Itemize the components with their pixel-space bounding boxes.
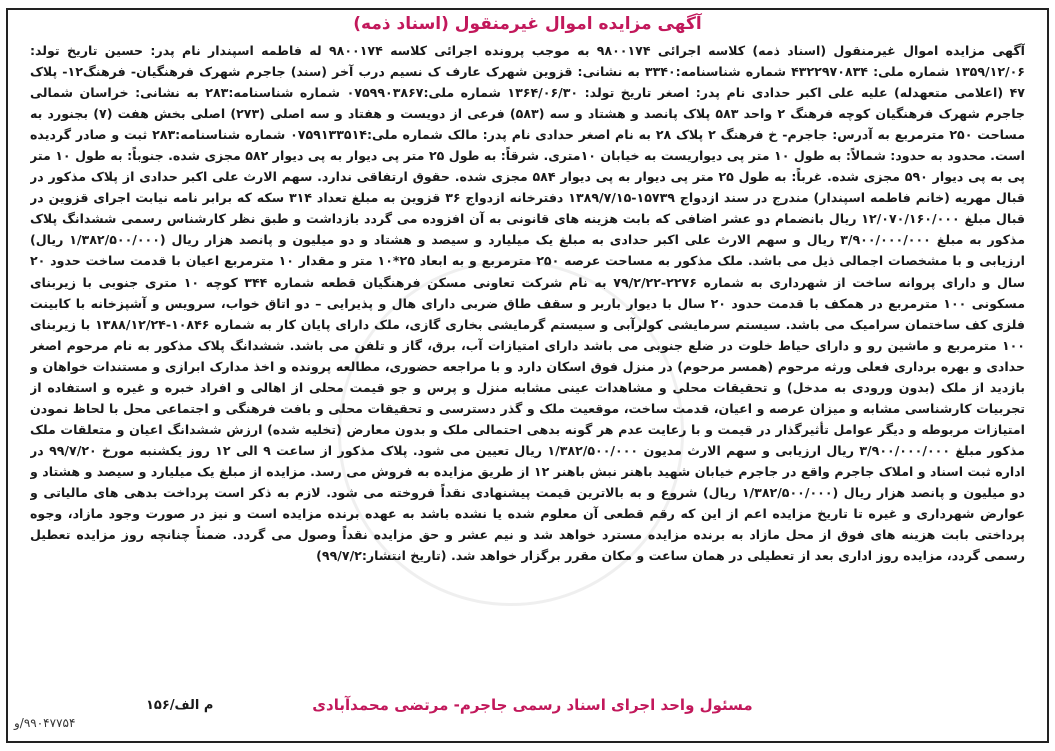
notice-title: آگهی مزایده اموال غیرمنقول (اسناد ذمه) bbox=[353, 14, 702, 34]
notice-body bbox=[30, 40, 1025, 676]
reference-code: م الف/۱۵۶ bbox=[146, 698, 214, 713]
serial-number: ۹۹۰۴۷۷۵۴/و bbox=[14, 716, 76, 730]
notice-paragraph bbox=[30, 40, 1025, 566]
signer-line: مسئول واحد اجرای اسناد رسمی جاجرم- مرتضی محمدآبادی bbox=[312, 696, 753, 714]
notice-frame bbox=[6, 8, 1049, 743]
publish-date: (تاریخ انتشار:۹۹/۷/۲) bbox=[316, 548, 447, 564]
notice-body-text: آگهی مزایده اموال غیرمنقول (اسناد ذمه) کلاسه اجرائی ۹۸۰۰۱۷۴ به موجب پرونده اجرائی کلاسه ۹۸۰۰۱۷۴ له فاطمه اسپندار نام پدر: حسین تاریخ تولد: ۱۳۵۹/۱۲/۰۶ شماره ملی: ۴۳۲۲۹۷۰۸۳۴ شماره شناسنامه:۳۳۴۰ به نشانی: قزوین شهرک عارف ک نسیم درب آخر (سند) جاجرم شهرک فرهنگیان- فرهنگ۱۲- پلاک ۴۷ (اعلامی متعهدله) علیه علی اکبر حدادی نام پدر: اصغر تاریخ تولد: ۱۳۶۴/۰۶/۳۰ شماره ملی:۰۷۵۹۹۰۳۸۶۷ شماره شناسنامه:۲۸۳ به نشانی: خراسان شمالی جاجرم شهرک فرهنگیان کوچه فرهنگ ۲ واحد ۵۸۳ پلاک پانصد و هشتاد و سه (۵۸۳) فرعی از دویست و هفتاد و سه اصلی (۲۷۳) اصلی بخش هفت (۷) بجنورد به مساحت ۲۵۰ مترمربع به آدرس: جاجرم- خ فرهنگ ۲ پلاک ۲۸ به نام اصغر حدادی نام پدر: مالک شماره ملی:۰۷۵۹۱۳۳۵۱۴ شماره شناسنامه:۲۸۳ ثبت و صادر گردیده است. محدود به حدود: شمالاً: به طول ۱۰ متر پی دیواریست به خیابان ۱۰متری. شرقاً: به طول ۲۵ متر پی دیوار به پی دیوار ۵۸۲ مجزی شده. جنوباً: به طول ۱۰ متر پی به پی دیوار ۵۹۰ مجزی شده. غرباً: به طول ۲۵ متر پی دیوار به پی دیوار ۵۸۴ مجزی شده. حقوق ارتفاقی ندارد. سهم الارث علی اکبر حدادی از پلاک مذکور در قبال مهریه (خانم فاطمه اسپندار) مندرج در سند ازدواج ۱۵۷۳۹-۱۳۸۹/۷/۱۵ دفترخانه ازدواج ۳۶ قزوین به مبلغ تعداد ۳۱۴ سکه که برابر نامه نیابت اجرای قزوین در قبال مبلغ ۱۲/۰۷۰/۱۶۰/۰۰۰ ریال بانضمام دو عشر اضافی که بابت هزینه های قانونی به آن افزوده می گردد بازداشت و طبق نظر کارشناس رسمی ششدانگ پلاک مذکور به مبلغ ۳/۹۰۰/۰۰۰/۰۰۰ ریال و سهم الارث علی اکبر حدادی به مبلغ یک میلیارد و سیصد و هشتاد و دو میلیون و پانصد هزار ریال (۱/۳۸۲/۵۰۰/۰۰۰ ریال) ارزیابی و با مشخصات اجمالی ذیل می باشد. ملک مذکور به مساحت عرصه ۲۵۰ مترمربع و به ابعاد ۲۵*۱۰ متر و مقدار ۱۰ مترمربع اعیان با قدمت ساخت حدود ۲۰ سال و دارای پروانه ساخت از شهرداری به شماره ۲۲۷۶-۷۹/۲/۲۲ به نام شرکت تعاونی مسکن فرهنگیان قطعه شماره ۳۴۴ کوچه ۱۰ متری جنوبی با زیربنای مسکونی ۱۰۰ مترمربع در همکف با قدمت حدود ۲۰ سال با دیوار باربر و سقف طاق ضربی دارای هال و پذیرایی – دو اتاق خواب، سرویس و آشپزخانه با کابینت فلزی کف ساختمان سرامیک می باشد. سیستم سرمایشی کولرآبی و سیستم گرمایشی بخاری گازی، ملک دارای پایان کار به شماره ۱۰۸۴۶-۱۳۸۸/۱۲/۲۴ با زیربنای ۱۰۰ مترمربع و ماشین رو و دارای حیاط خلوت در ضلع جنوبی می باشد دارای امتیازات آب، برق، گاز و تلفن می باشد. ششدانگ پلاک مذکور به نام مرحوم اصغر حدادی و بهره برداری فعلی ورثه مرحوم (همسر مرحوم) در منزل فوق اسکان دارد و با مراجعه حضوری، مطالعه پرونده و اخذ مدارک ابرازی و مستندات خواهان و بازدید از ملک (بدون ورودی به مدخل) و تحقیقات محلی و مشاهدات عینی مشابه منزل و پرس و جو قیمت محلی از اهالی و افراد خبره و غیره و استفاده از تجربیات کارشناسی مشابه و میزان عرصه و اعیان، قدمت ساخت، موقعیت ملک و گذر دسترسی و تحقیقات محلی و بافت فرهنگی و اجتماعی محل با لحاظ نمودن امتیازات مربوطه و دیگر عوامل تأثیرگذار در قیمت و با رعایت عدم هر گونه بدهی احتمالی ملک و بدون معارض (تخلیه شده) ارزش ششدانگ اعیان و متعلقات ملک مذکور مبلغ ۳/۹۰۰/۰۰۰/۰۰۰ ریال ارزیابی و سهم الارث مدیون ۱/۳۸۲/۵۰۰/۰۰۰ ریال تعیین می شود. پلاک مذکور از ساعت ۹ الی ۱۲ روز یکشنبه مورخ ۹۹/۷/۲۰ در اداره ثبت اسناد و املاک جاجرم واقع در جاجرم خیابان شهید باهنر نبش باهنر ۱۲ از طریق مزایده به فروش می رسد. مزایده از مبلغ یک میلیارد و سیصد و هشتاد و دو میلیون و پانصد هزار ریال (۱/۳۸۲/۵۰۰/۰۰۰ ریال) شروع و به بالاترین قیمت پیشنهادی نقداً فروخته می شود. لازم به ذکر است پرداخت بدهی های مالیاتی و عوارض شهرداری و غیره تا تاریخ مزایده اعم از این که رقم قطعی آن معلوم شده یا نشده باشد به عهده برنده مزایده است و نیز در صورت وجود مازاد، وجوه پرداختی بابت هزینه های فوق از محل مازاد به برنده مزایده مسترد خواهد شد و نیم عشر و حق مزایده نقداً وصول می گردد. ضمناً چنانچه روز مزایده تعطیل رسمی گردد، مزایده روز اداری بعد از تعطیلی در همان ساعت و مکان مقرر برگزار خواهد شد. bbox=[30, 43, 1025, 564]
